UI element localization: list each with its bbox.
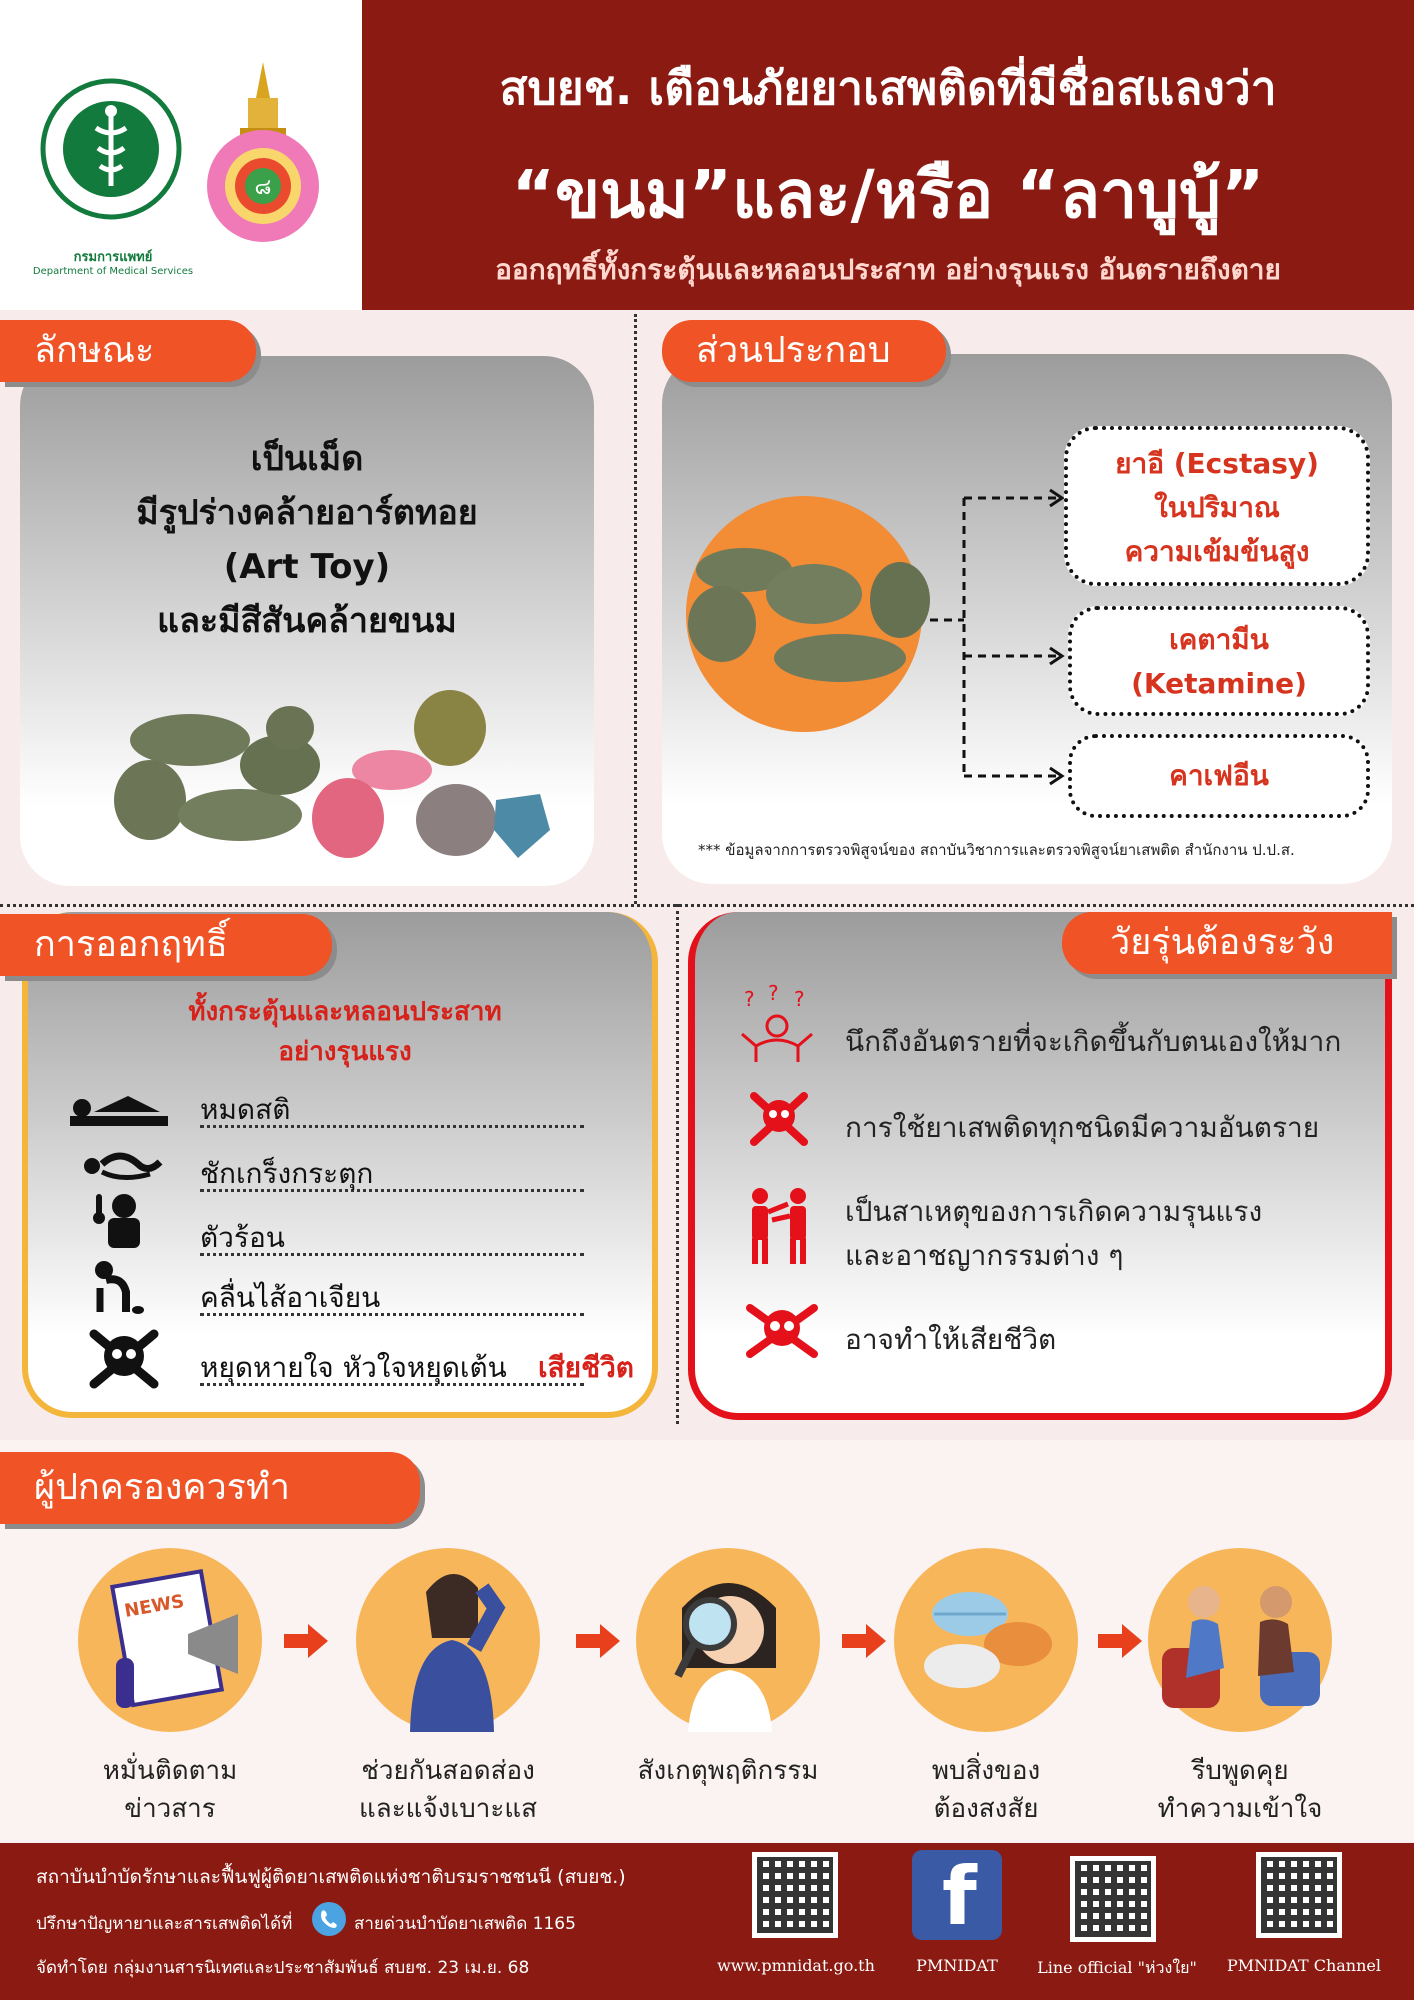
step-label-line: สังเกตุพฤติกรรม bbox=[637, 1756, 819, 1786]
fighting-people-icon bbox=[742, 1186, 818, 1266]
website-link[interactable]: www.pmnidat.go.th bbox=[717, 1956, 875, 1975]
news-icon bbox=[78, 1548, 262, 1732]
step-observe-circle bbox=[636, 1548, 820, 1732]
step-talk-circle bbox=[1148, 1548, 1332, 1732]
teen-warning-text: และอาชญากรรมต่าง ๆ bbox=[845, 1239, 1124, 1272]
characteristics-line: และมีสีสันคล้ายขนม bbox=[157, 601, 457, 641]
step-label-line: รีบพูดคุย bbox=[1191, 1756, 1289, 1786]
composition-pills-image bbox=[684, 494, 936, 740]
ingredient-line: ในปริมาณ bbox=[1154, 491, 1280, 524]
effects-headline-line: ทั้งกระตุ้นและหลอนประสาท bbox=[188, 997, 502, 1027]
teen-warning-item bbox=[845, 1190, 1385, 1278]
effects-headline-line: อย่างรุนแรง bbox=[278, 1037, 412, 1067]
step-watch-circle bbox=[356, 1548, 540, 1732]
channel-qr-code[interactable] bbox=[1256, 1852, 1342, 1938]
seizure-icon bbox=[80, 1148, 164, 1184]
ingredient-caffeine bbox=[1068, 734, 1370, 818]
divider-vertical-mid bbox=[676, 904, 679, 1424]
characteristics-description bbox=[40, 432, 574, 648]
step-label-line: และแจ้งเบาะแส bbox=[359, 1794, 537, 1824]
unconscious-icon bbox=[66, 1090, 172, 1130]
teen-warning-item bbox=[845, 1106, 1385, 1150]
step-news-circle bbox=[78, 1548, 262, 1732]
characteristics-line: (Art Toy) bbox=[223, 547, 391, 587]
footer-org: สถาบันบำบัดรักษาและฟื้นฟูผู้ติดยาเสพติดแห่งชาติบรมราชชนนี (สบยช.) bbox=[36, 1866, 626, 1888]
phone-icon bbox=[310, 1900, 348, 1938]
step-arrow-icon bbox=[842, 1624, 886, 1658]
thinking-person-icon bbox=[736, 984, 818, 1064]
characteristics-line: เป็นเม็ด bbox=[250, 439, 364, 479]
svg-text:?: ? bbox=[768, 984, 779, 1005]
skull-crossbones-icon bbox=[84, 1324, 164, 1394]
symptom-row bbox=[200, 1152, 584, 1192]
divider-horizontal bbox=[0, 904, 1414, 907]
effects-tab: การออกฤทธิ์ bbox=[0, 914, 332, 976]
fever-icon bbox=[92, 1192, 146, 1248]
art-toy-pills-image bbox=[110, 690, 570, 870]
teens-tab: วัยรุ่นต้องระวัง bbox=[1062, 912, 1392, 974]
facebook-icon[interactable]: f bbox=[912, 1850, 1002, 1940]
svg-text:?: ? bbox=[794, 987, 805, 1011]
step-label-line: หมั่นติดตาม bbox=[102, 1756, 238, 1786]
ingredient-line: ความเข้มข้นสูง bbox=[1124, 535, 1310, 568]
dept-name-en: Department of Medical Services bbox=[32, 266, 194, 277]
step-arrow-icon bbox=[576, 1624, 620, 1658]
symptom-text: หมดสติ bbox=[200, 1093, 291, 1126]
woman-looking-icon bbox=[356, 1548, 540, 1732]
step-arrow-icon bbox=[284, 1624, 328, 1658]
pills-icon bbox=[894, 1548, 1078, 1732]
header-subtitle: ออกฤทธิ์ทั้งกระตุ้นและหลอนประสาท อย่างรุนแรง อันตรายถึงตาย bbox=[495, 253, 1281, 286]
step-label-line: ต้องสงสัย bbox=[933, 1794, 1039, 1824]
svg-text:?: ? bbox=[744, 987, 755, 1011]
symptom-text: ชักเกร็งกระตุก bbox=[200, 1157, 374, 1190]
symptom-row bbox=[200, 1346, 634, 1386]
footer-consult: ปรึกษาปัญหายาและสารเสพติดได้ที่ bbox=[36, 1914, 293, 1934]
symptom-text: คลื่นไส้อาเจียน bbox=[200, 1281, 381, 1314]
step-arrow-icon bbox=[1098, 1624, 1142, 1658]
header-logo-area bbox=[0, 0, 362, 310]
teen-warning-item bbox=[845, 1020, 1385, 1064]
header-title-line1: สบยช. เตือนภัยยาเสพติดที่มีชื่อสแลงว่า bbox=[499, 61, 1277, 115]
ingredient-line: (Ketamine) bbox=[1131, 667, 1307, 700]
parents-tab: ผู้ปกครองควรทำ bbox=[0, 1452, 420, 1524]
divider-vertical-top bbox=[634, 314, 637, 904]
step-label-line: ช่วยกันสอดส่อง bbox=[361, 1756, 535, 1786]
ingredient-ketamine bbox=[1068, 606, 1370, 716]
symptom-text: ตัวร้อน bbox=[200, 1221, 285, 1254]
step-label bbox=[328, 1752, 568, 1828]
symptom-row bbox=[200, 1276, 584, 1316]
vomiting-icon bbox=[92, 1258, 144, 1314]
symptom-row bbox=[200, 1216, 584, 1256]
composition-tab: ส่วนประกอบ bbox=[662, 320, 946, 382]
line-link[interactable]: Line official "ห่วงใย" bbox=[1037, 1958, 1197, 1977]
step-suspicious-circle bbox=[894, 1548, 1078, 1732]
moph-seal-icon bbox=[40, 78, 182, 220]
effects-headline bbox=[100, 992, 590, 1072]
step-label-line: ทำความเข้าใจ bbox=[1157, 1794, 1323, 1824]
teen-warning-text: นึกถึงอันตรายที่จะเกิดขึ้นกับตนเองให้มาก bbox=[845, 1025, 1342, 1058]
characteristics-tab: ลักษณะ bbox=[0, 320, 256, 382]
step-label bbox=[50, 1752, 290, 1828]
ingredient-line: เคตามีน bbox=[1169, 623, 1269, 656]
svg-text:๘: ๘ bbox=[254, 175, 272, 200]
ingredient-line: ยาอี (Ecstasy) bbox=[1115, 447, 1319, 480]
ingredient-line: คาเฟอีน bbox=[1169, 759, 1269, 792]
footer-made-by: จัดทำโดย กลุ่มงานสารนิเทศและประชาสัมพันธ์ สบยช. 23 เม.ย. 68 bbox=[36, 1958, 530, 1978]
website-qr-code[interactable] bbox=[752, 1852, 838, 1938]
step-label-line: พบสิ่งของ bbox=[931, 1756, 1041, 1786]
footer-hotline[interactable]: สายด่วนบำบัดยาเสพติด 1165 bbox=[354, 1914, 576, 1934]
step-label bbox=[608, 1752, 848, 1790]
teen-warning-text: อาจทำให้เสียชีวิต bbox=[845, 1323, 1057, 1356]
composition-connector-arrows bbox=[930, 470, 1070, 790]
symptom-row bbox=[200, 1088, 584, 1128]
header-title-line2: “ขนม”และ/หรือ “ลาบูบู้” bbox=[511, 156, 1265, 233]
skull-crossbones-red-icon bbox=[748, 1088, 810, 1150]
royal-emblem-icon bbox=[200, 58, 326, 254]
teen-warning-text: การใช้ยาเสพติดทุกชนิดมีความอันตราย bbox=[845, 1111, 1320, 1144]
symptom-text: หยุดหายใจ หัวใจหยุดเต้น bbox=[200, 1351, 507, 1384]
composition-source-note: *** ข้อมูลจากการตรวจพิสูจน์ของ สถาบันวิชาการและตรวจพิสูจน์ยาเสพติด สำนักงาน ป.ป.ส. bbox=[698, 841, 1295, 859]
conversation-icon bbox=[1148, 1548, 1332, 1732]
dept-name-th: กรมการแพทย์ bbox=[73, 250, 153, 265]
death-label: เสียชีวิต bbox=[538, 1351, 634, 1384]
step-label bbox=[866, 1752, 1106, 1828]
line-qr-code[interactable] bbox=[1070, 1856, 1156, 1942]
step-label bbox=[1120, 1752, 1360, 1828]
facebook-link[interactable]: PMNIDAT bbox=[916, 1956, 998, 1975]
magnifier-girl-icon bbox=[636, 1548, 820, 1732]
ingredient-ecstasy bbox=[1064, 426, 1370, 586]
news-label: NEWS bbox=[122, 1590, 186, 1622]
teen-warning-text: เป็นสาเหตุของการเกิดความรุนแรง bbox=[845, 1195, 1263, 1228]
teen-warning-item bbox=[845, 1318, 1385, 1362]
characteristics-line: มีรูปร่างคล้ายอาร์ตทอย bbox=[136, 493, 478, 533]
channel-link[interactable]: PMNIDAT Channel bbox=[1226, 1956, 1381, 1975]
skull-crossbones-red-icon bbox=[744, 1300, 820, 1362]
step-label-line: ข่าวสาร bbox=[124, 1794, 216, 1824]
